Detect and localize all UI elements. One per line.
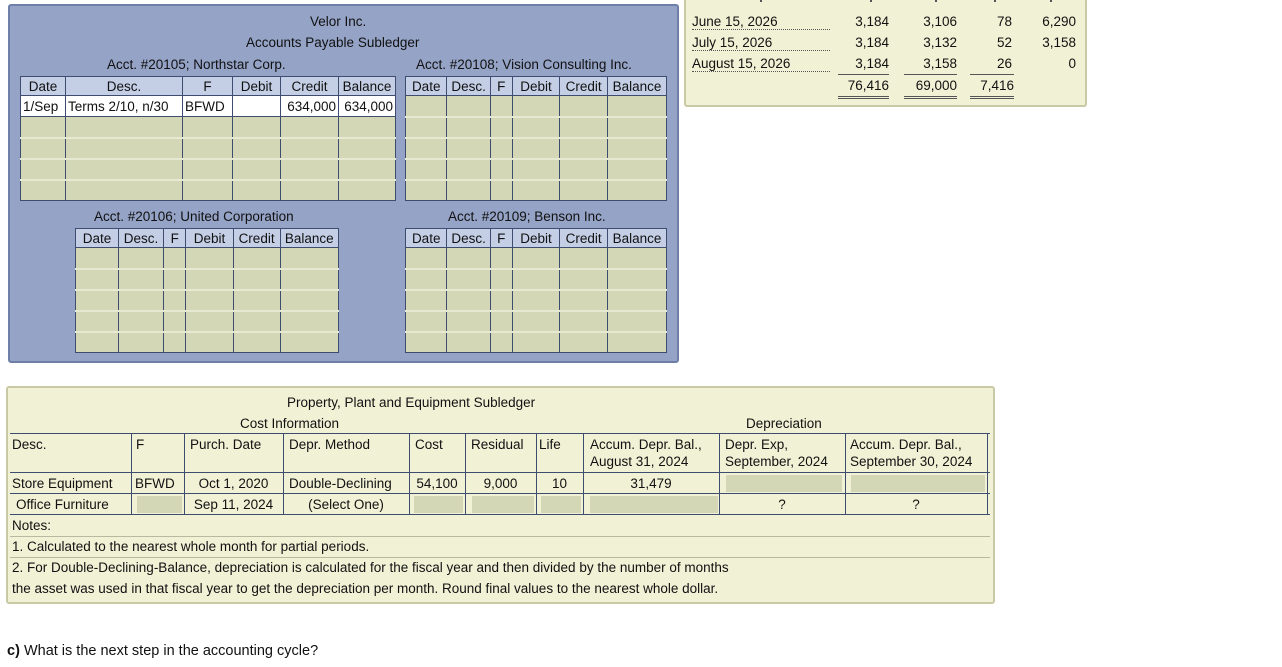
schedule-date: August 15, 2026 [692,56,830,72]
balance-input[interactable] [607,180,666,201]
row-balance: 634,000 [339,96,396,117]
date-input[interactable] [21,117,66,138]
desc-input[interactable] [118,311,163,332]
col-f: F [490,77,512,96]
row-credit: 634,000 [281,96,339,117]
schedule-balance: 3,158 [1042,35,1076,50]
ledger-input-row[interactable] [406,332,667,353]
desc-input[interactable] [447,159,491,180]
col-date: Date [406,77,447,96]
schedule-totals-row [686,76,1086,97]
credit-input[interactable] [560,138,608,159]
total-payment: 76,416 [847,78,889,93]
col-debit: Debit [512,229,560,248]
debit-input[interactable] [512,290,560,311]
credit-input[interactable] [560,180,608,201]
f-input[interactable] [490,138,512,159]
notes-divider [10,557,990,558]
debit-input[interactable] [512,332,560,353]
schedule-row [686,33,1086,54]
continuation-dot [1050,0,1052,2]
desc-input[interactable] [66,138,183,159]
credit-input[interactable] [560,96,608,117]
ledger-input-row[interactable] [21,159,396,180]
ledger-input-row[interactable] [406,138,667,159]
balance-input[interactable] [607,96,666,117]
desc-input[interactable] [447,269,491,290]
desc-input[interactable] [447,180,491,201]
col-credit: Credit [233,229,280,248]
balance-input[interactable] [607,159,666,180]
depreciation-heading: Depreciation [746,416,822,431]
f-input[interactable] [490,269,512,290]
col-desc: Desc. [66,77,183,96]
col-desc: Desc. [447,77,491,96]
credit-input[interactable] [281,117,339,138]
row-f: BFWD [183,96,233,117]
schedule-date: July 15, 2026 [692,35,830,51]
balance-input[interactable] [280,332,338,353]
desc-input[interactable] [447,248,491,269]
notes-divider [10,536,990,537]
col-balance: Balance [280,229,338,248]
schedule-payment: 3,184 [855,35,889,50]
total-rule [838,74,889,75]
grid-line [465,433,466,515]
f-input[interactable] [163,311,186,332]
date-input[interactable] [406,117,447,138]
accum-aug-office-furniture-input[interactable] [590,496,718,513]
ledger-input-row[interactable] [21,117,396,138]
continuation-dot [870,0,872,2]
grid-line [10,472,990,473]
store-equipment-desc: Store Equipment [12,476,113,491]
cost-office-furniture-input[interactable] [414,496,463,513]
debit-input[interactable] [186,332,233,353]
credit-input[interactable] [560,311,608,332]
ppe-subledger-panel [6,386,995,604]
credit-input[interactable] [560,269,608,290]
debit-input[interactable] [512,117,560,138]
col-credit: Credit [281,77,339,96]
payment-schedule-panel [684,0,1087,107]
balance-input[interactable] [607,117,666,138]
credit-input[interactable] [560,332,608,353]
store-equipment-f: BFWD [135,476,175,491]
depr-exp-store-equipment-input[interactable] [726,475,842,492]
f-input[interactable] [163,332,186,353]
double-rule [838,98,889,99]
header-f: F [136,437,145,452]
date-input[interactable] [406,248,447,269]
desc-input[interactable] [447,96,491,117]
ap-subledger-title: Accounts Payable Subledger [246,35,420,50]
date-input[interactable] [76,248,119,269]
schedule-interest: 78 [996,14,1012,29]
ledger-table-20109 [405,228,667,353]
col-balance: Balance [607,229,666,248]
credit-input[interactable] [560,159,608,180]
depr-method-select[interactable]: (Select One) [308,497,384,512]
grid-line [583,433,584,515]
balance-input[interactable] [607,248,666,269]
continuation-dot [935,0,937,2]
date-input[interactable] [406,311,447,332]
balance-input[interactable] [607,269,666,290]
desc-input[interactable] [66,117,183,138]
f-input[interactable] [163,269,186,290]
note-1: 1. Calculated to the nearest whole month for partial periods. [12,539,370,554]
continuation-dot [994,0,996,2]
total-rule [904,74,957,75]
col-debit: Debit [233,77,281,96]
f-input[interactable] [490,117,512,138]
col-f: F [183,77,233,96]
ledger-input-row[interactable] [406,248,667,269]
grid-line [10,514,990,515]
office-furniture-depr-exp: ? [778,497,786,512]
grid-line [10,433,990,434]
credit-input[interactable] [281,138,339,159]
company-name: Velor Inc. [310,14,367,29]
balance-input[interactable] [339,138,396,159]
total-rule [970,74,1014,75]
schedule-row [686,54,1086,75]
balance-input[interactable] [607,332,666,353]
schedule-principal: 3,106 [923,14,957,29]
question-text: What is the next step in the accounting cycle? [23,643,319,659]
desc-input[interactable] [447,117,491,138]
residual-office-furniture-input[interactable] [472,496,534,513]
debit-input[interactable] [512,180,560,201]
grid-line [536,433,537,515]
ledger-table-20106 [75,228,339,353]
col-date: Date [406,229,447,248]
store-equipment-accum-aug: 31,479 [630,476,672,491]
f-office-furniture-input[interactable] [137,496,182,513]
debit-input[interactable] [233,159,281,180]
debit-input[interactable] [233,117,281,138]
schedule-interest: 52 [996,35,1012,50]
balance-input[interactable] [280,248,338,269]
date-input[interactable] [21,180,66,201]
col-date: Date [21,77,66,96]
date-input[interactable] [406,96,447,117]
date-input[interactable] [406,159,447,180]
balance-input[interactable] [607,138,666,159]
date-input[interactable] [21,159,66,180]
store-equipment-residual: 9,000 [483,476,518,491]
desc-input[interactable] [118,290,163,311]
f-input[interactable] [183,138,233,159]
ledger-input-row[interactable] [76,332,339,353]
date-input[interactable] [76,332,119,353]
desc-input[interactable] [118,332,163,353]
debit-input[interactable] [233,138,281,159]
header-depr-exp-line1: Depr. Exp, [725,437,789,452]
credit-input[interactable] [281,180,339,201]
date-input[interactable] [406,180,447,201]
grid-line [131,433,132,515]
store-equipment-depr-method: Double-Declining [289,476,392,491]
f-input[interactable] [183,117,233,138]
debit-input[interactable] [512,138,560,159]
schedule-interest: 26 [996,56,1012,71]
f-input[interactable] [163,290,186,311]
store-equipment-purch-date: Oct 1, 2020 [198,476,269,491]
date-input[interactable] [406,290,447,311]
ledger-input-row[interactable] [406,117,667,138]
f-input[interactable] [490,180,512,201]
ledger-input-row[interactable] [76,290,339,311]
double-rule [970,96,1014,97]
credit-input[interactable] [233,269,280,290]
f-input[interactable] [490,96,512,117]
accum-sep-store-equipment-input[interactable] [851,475,985,492]
life-office-furniture-input[interactable] [541,496,581,513]
balance-input[interactable] [280,311,338,332]
schedule-balance: 0 [1068,56,1076,71]
double-rule [904,98,957,99]
f-input[interactable] [183,180,233,201]
balance-input[interactable] [339,117,396,138]
ledger-input-row[interactable] [76,269,339,290]
balance-input[interactable] [339,159,396,180]
header-residual: Residual [471,437,524,452]
store-equipment-life: 10 [551,476,568,491]
col-credit: Credit [560,77,608,96]
ledger-input-row[interactable] [21,180,396,201]
row-date: 1/Sep [21,96,66,117]
col-debit: Debit [186,229,233,248]
date-input[interactable] [406,138,447,159]
f-input[interactable] [490,311,512,332]
ledger-input-row[interactable] [406,311,667,332]
schedule-row [686,12,1086,33]
balance-input[interactable] [607,290,666,311]
desc-input[interactable] [66,180,183,201]
desc-input[interactable] [118,269,163,290]
header-accum-sep-line2: September 30, 2024 [850,454,973,469]
office-furniture-accum-sep: ? [912,497,920,512]
credit-input[interactable] [560,248,608,269]
question-prefix: c) [7,643,20,659]
credit-input[interactable] [233,290,280,311]
account-label-20108: Acct. #20108; Vision Consulting Inc. [416,57,632,72]
ledger-input-row[interactable] [76,248,339,269]
f-input[interactable] [490,290,512,311]
row-debit [233,96,281,117]
double-rule [838,96,889,97]
debit-input[interactable] [512,159,560,180]
row-desc: Terms 2/10, n/30 [66,96,183,117]
ledger-row [21,96,396,117]
continuation-dot [760,0,762,2]
ledger-input-row[interactable] [406,96,667,117]
col-desc: Desc. [447,229,491,248]
header-accum-sep-line1: Accum. Depr. Bal., [850,437,962,452]
schedule-balance: 6,290 [1042,14,1076,29]
ledger-input-row[interactable] [406,269,667,290]
col-debit: Debit [512,77,560,96]
note-2-line2: the asset was used in that fiscal year to get the depreciation per month. Round final values to the nearest whole dollar. [12,581,719,596]
header-accum-aug-line1: Accum. Depr. Bal., [590,437,702,452]
ledger-input-row[interactable] [406,180,667,201]
ledger-input-row[interactable] [21,138,396,159]
header-life: Life [539,437,561,452]
date-input[interactable] [76,269,119,290]
header-depr-exp-line2: September, 2024 [725,454,828,469]
credit-input[interactable] [233,332,280,353]
col-f: F [163,229,186,248]
schedule-principal: 3,158 [923,56,957,71]
header-depr-method: Depr. Method [289,437,371,452]
ledger-input-row[interactable] [406,159,667,180]
debit-input[interactable] [512,96,560,117]
balance-input[interactable] [607,311,666,332]
credit-input[interactable] [560,290,608,311]
balance-input[interactable] [280,290,338,311]
date-input[interactable] [406,269,447,290]
ledger-input-row[interactable] [406,290,667,311]
desc-input[interactable] [447,138,491,159]
debit-input[interactable] [186,248,233,269]
schedule-payment: 3,184 [855,56,889,71]
total-principal: 69,000 [915,78,957,93]
col-balance: Balance [339,77,396,96]
debit-input[interactable] [186,269,233,290]
col-date: Date [76,229,119,248]
credit-input[interactable] [233,311,280,332]
debit-input[interactable] [512,311,560,332]
account-label-20105: Acct. #20105; Northstar Corp. [107,57,286,72]
col-desc: Desc. [118,229,163,248]
desc-input[interactable] [118,248,163,269]
credit-input[interactable] [560,117,608,138]
debit-input[interactable] [186,290,233,311]
date-input[interactable] [76,311,119,332]
total-interest: 7,416 [980,78,1014,93]
double-rule [970,98,1014,99]
store-equipment-cost: 54,100 [416,476,458,491]
header-cost: Cost [415,437,443,452]
account-label-20109: Acct. #20109; Benson Inc. [448,209,606,224]
header-purch-date: Purch. Date [190,437,262,452]
debit-input[interactable] [512,248,560,269]
desc-input[interactable] [447,311,491,332]
question-prompt [7,643,318,659]
debit-input[interactable] [233,180,281,201]
credit-input[interactable] [233,248,280,269]
schedule-date: June 15, 2026 [692,14,830,30]
ledger-table-20105 [20,76,396,201]
f-input[interactable] [490,248,512,269]
office-furniture-desc: Office Furniture [16,497,109,512]
desc-input[interactable] [447,290,491,311]
desc-input[interactable] [66,159,183,180]
notes-label: Notes: [12,518,52,533]
f-input[interactable] [490,159,512,180]
schedule-principal: 3,132 [923,35,957,50]
debit-input[interactable] [512,269,560,290]
accounts-payable-subledger-panel [8,4,679,363]
ppe-subledger-title: Property, Plant and Equipment Subledger [287,395,536,410]
date-input[interactable] [21,138,66,159]
date-input[interactable] [406,332,447,353]
note-2-line1: 2. For Double-Declining-Balance, depreciation is calculated for the fiscal year and then divided by the number of months [12,560,729,575]
schedule-payment: 3,184 [855,14,889,29]
grid-line [10,493,990,494]
debit-input[interactable] [186,311,233,332]
f-input[interactable] [183,159,233,180]
header-accum-aug-line2: August 31, 2024 [590,454,689,469]
balance-input[interactable] [339,180,396,201]
grid-line [987,433,988,515]
f-input[interactable] [490,332,512,353]
grid-line [409,433,410,515]
date-input[interactable] [76,290,119,311]
f-input[interactable] [163,248,186,269]
balance-input[interactable] [280,269,338,290]
office-furniture-purch-date: Sep 11, 2024 [193,497,274,512]
col-balance: Balance [607,77,666,96]
ledger-input-row[interactable] [76,311,339,332]
ledger-table-20108 [405,76,667,201]
account-label-20106: Acct. #20106; United Corporation [94,209,294,224]
col-credit: Credit [560,229,608,248]
desc-input[interactable] [447,332,491,353]
double-rule [904,96,957,97]
col-f: F [490,229,512,248]
credit-input[interactable] [281,159,339,180]
cost-information-heading: Cost Information [240,416,340,431]
header-desc: Desc. [12,437,47,452]
